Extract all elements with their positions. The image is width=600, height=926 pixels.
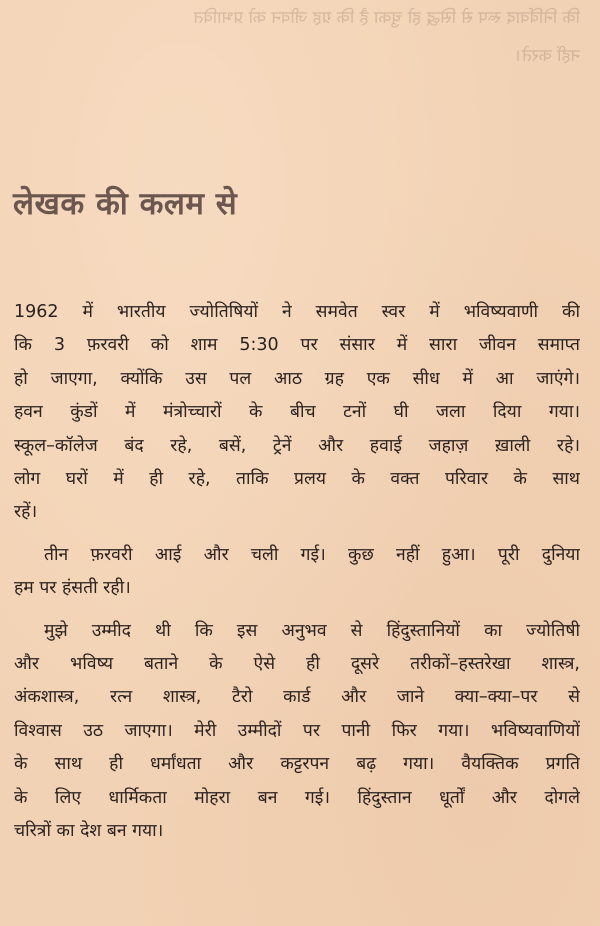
text-line: रहें। bbox=[14, 502, 38, 523]
text-line: और भविष्य बताने के ऐसे ही दूसरे तरीकों–हस्तरेखा शास्त्र, bbox=[14, 654, 580, 675]
text-line: हवन कुंडों में मंत्रोच्चारों के बीच टनों घी जला दिया गया। bbox=[14, 402, 580, 423]
paragraph-3 bbox=[14, 615, 580, 849]
text-line: 1962 में भारतीय ज्योतिषियों ने समवेत स्वर में भविष्यवाणी की bbox=[14, 302, 580, 322]
paragraph-2 bbox=[14, 539, 580, 606]
body-text bbox=[14, 296, 580, 858]
text-line: के साथ ही धर्मांधता और कट्टरपन बढ़ गया। वैयक्तिक प्रगति bbox=[14, 754, 580, 775]
paragraph-1 bbox=[14, 296, 580, 530]
text-line: अंकशास्त्र, रत्न शास्त्र, टैरो कार्ड और जाने क्या–क्या–पर से bbox=[14, 687, 580, 708]
text-line: लोग घरों में ही रहे, ताकि प्रलय के वक्त परिवार के साथ bbox=[14, 469, 580, 490]
chapter-heading: लेखक की कलम से bbox=[13, 186, 238, 222]
text-line: तीन फ़रवरी आई और चली गई। कुछ नहीं हुआ। पूरी दुनिया bbox=[44, 544, 580, 565]
text-line: हम पर हंसती रही। bbox=[14, 578, 131, 599]
text-line: के लिए धार्मिकता मोहरा बन गई। हिंदुस्तान धूर्तों और दोगले bbox=[14, 787, 580, 808]
text-line: मुझे उम्मीद थी कि इस अनुभव से हिंदुस्तानियों का ज्योतिषी bbox=[44, 620, 580, 641]
text-line: चरित्रों का देश बन गया। bbox=[14, 821, 164, 842]
text-line: कि 3 फ़रवरी को शाम 5:30 पर संसार में सारा जीवन समाप्त bbox=[14, 335, 580, 356]
show-through-text: कि निर्विवाद रूप से सिद्ध हो चुका है कि ग्रह जीवन को प्रभावित bbox=[193, 8, 580, 28]
show-through-text: नहीं करते। bbox=[515, 46, 580, 66]
text-line: स्कूल–कॉलेज बंद रहे, बसें, ट्रेनें और हवाई जहाज़ ख़ाली रहे। bbox=[14, 435, 580, 456]
text-line: हो जाएगा, क्योंकि उस पल आठ ग्रह एक सीध में आ जाएंगे। bbox=[14, 368, 580, 389]
text-line: विश्वास उठ जाएगा। मेरी उम्मीदों पर पानी फिर गया। भविष्यवाणियों bbox=[14, 720, 580, 741]
